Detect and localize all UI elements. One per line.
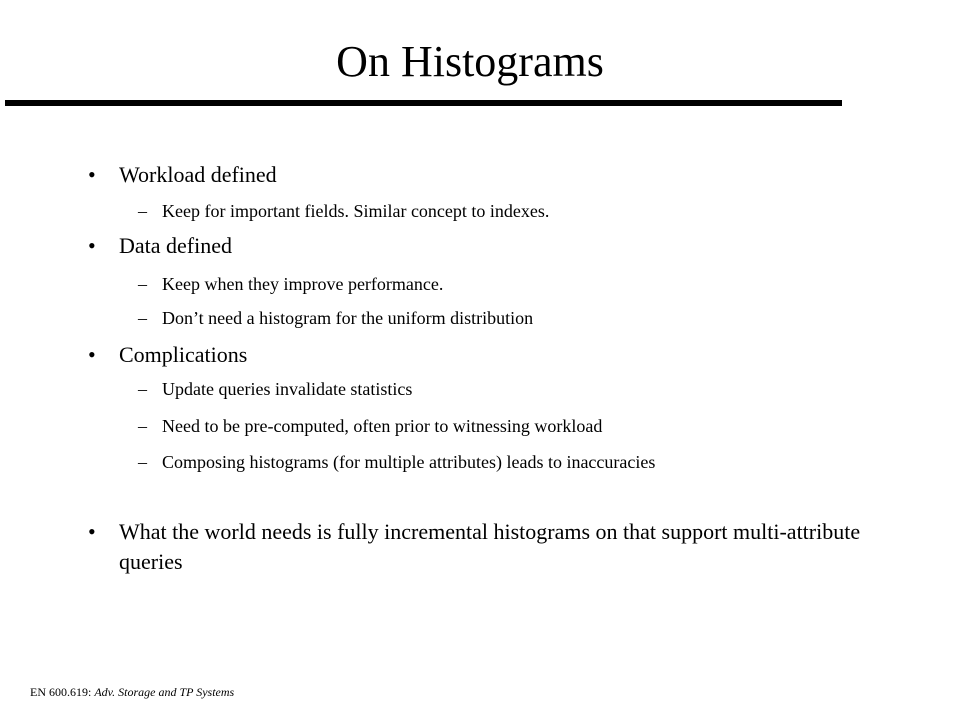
sub-marker: – — [138, 308, 147, 328]
bullet-data-defined — [88, 231, 879, 261]
subitem-composing-histograms — [138, 450, 655, 474]
bullet-marker: • — [88, 233, 96, 258]
subitem-text: Keep for important fields. Similar concept to indexes. — [162, 201, 550, 221]
subitem-text: Update queries invalidate statistics — [162, 379, 413, 399]
subitem-text: Don’t need a histogram for the uniform distribution — [162, 308, 534, 328]
sub-marker: – — [138, 452, 147, 472]
sub-marker: – — [138, 274, 147, 294]
slide-footer — [30, 684, 234, 700]
footer-course-name: Adv. Storage and TP Systems — [94, 685, 235, 699]
bullet-world-needs — [88, 517, 879, 577]
bullet-marker: • — [88, 519, 96, 544]
footer-course-code: EN 600.619: — [30, 685, 92, 699]
sub-marker: – — [138, 201, 147, 221]
bullet-complications — [88, 340, 879, 370]
subitem-pre-computed — [138, 414, 602, 438]
sub-marker: – — [138, 416, 147, 436]
subitem-keep-when-improve — [138, 272, 443, 296]
sub-marker: – — [138, 379, 147, 399]
subitem-text: Need to be pre-computed, often prior to witnessing workload — [162, 416, 603, 436]
bullet-text: Data defined — [119, 233, 232, 258]
title-underline — [5, 100, 842, 106]
subitem-text: Composing histograms (for multiple attributes) leads to inaccuracies — [162, 452, 656, 472]
bullet-marker: • — [88, 162, 96, 187]
bullet-marker: • — [88, 342, 96, 367]
subitem-uniform-distribution — [138, 306, 533, 330]
bullet-workload-defined — [88, 160, 879, 190]
subitem-keep-important-fields — [138, 199, 549, 223]
subitem-update-queries — [138, 377, 412, 401]
slide-title: On Histograms — [336, 37, 604, 86]
subitem-text: Keep when they improve performance. — [162, 274, 444, 294]
bullet-text: Workload defined — [119, 162, 277, 187]
bullet-text: Complications — [119, 342, 248, 367]
bullet-text: What the world needs is fully incremental histograms on that support multi-attribute queries — [119, 519, 861, 574]
